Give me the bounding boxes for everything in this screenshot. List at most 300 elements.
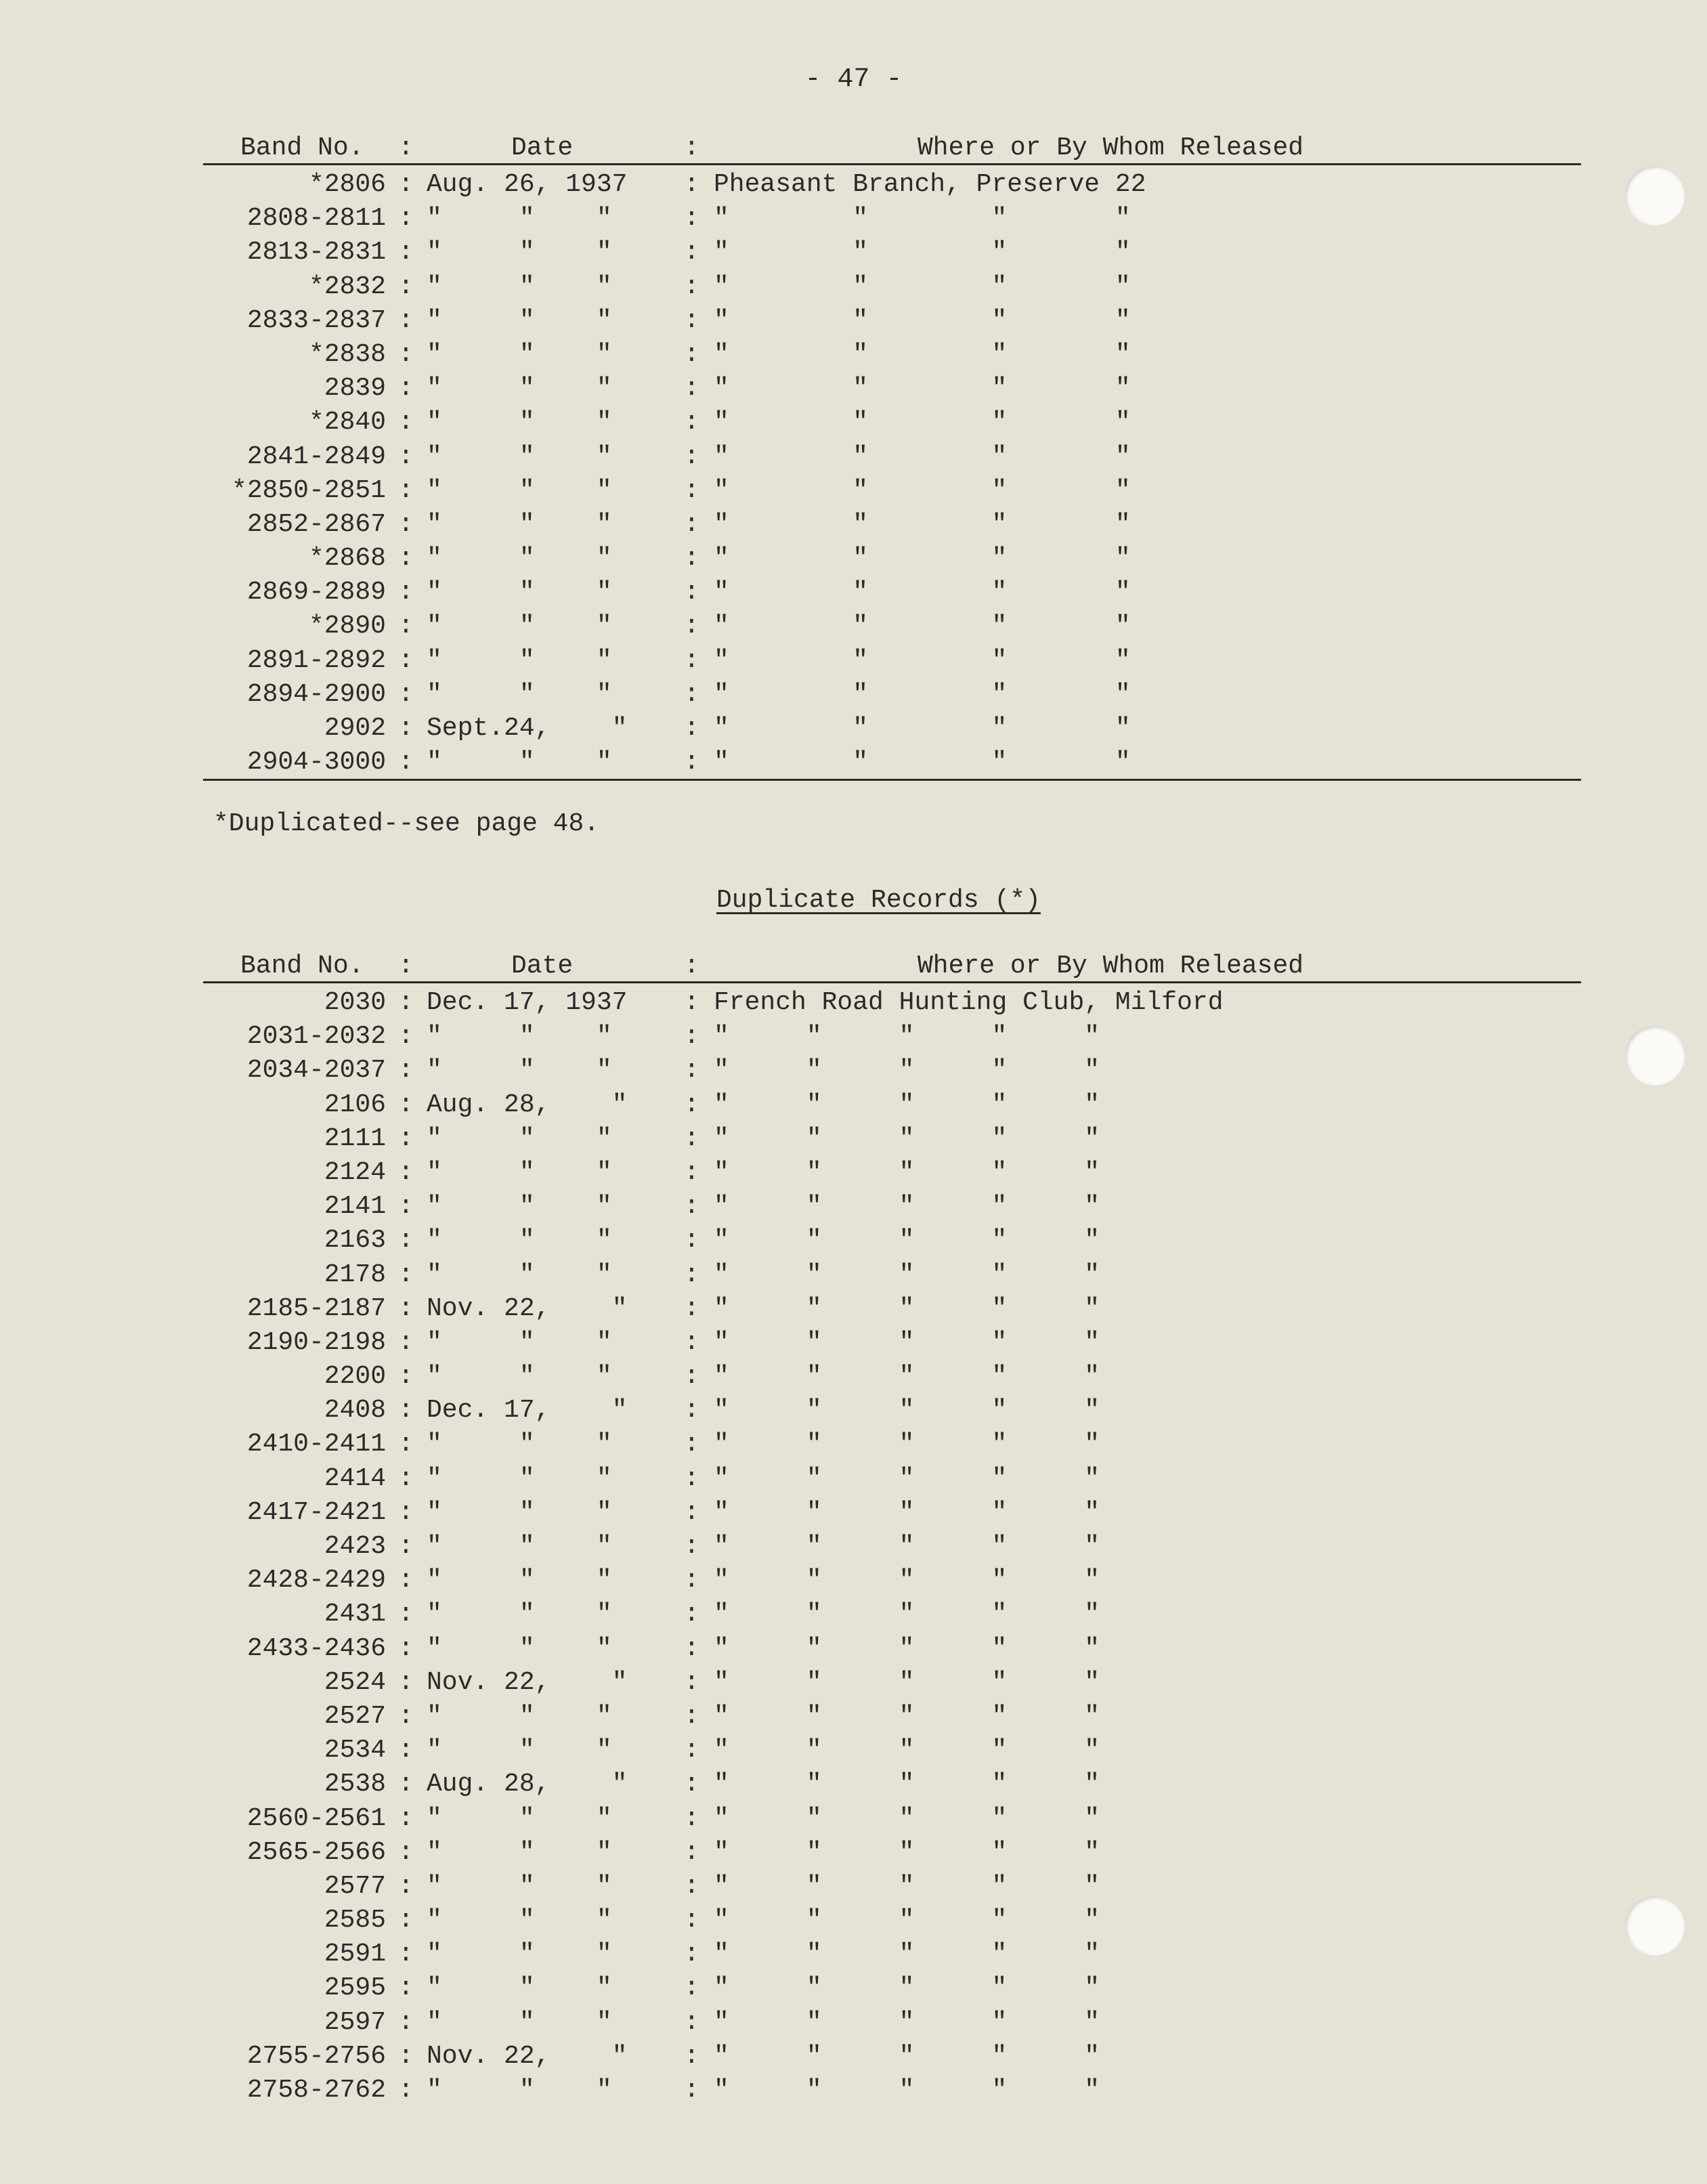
band-number: 2758-2762 [246, 2076, 386, 2105]
column-separator: : [398, 509, 414, 539]
table-row [203, 272, 1584, 306]
band-number: *2840 [308, 408, 386, 437]
release-location: " " " " " [714, 1940, 1100, 1969]
release-location: " " " " " [714, 2007, 1100, 2037]
column-separator: : [398, 2076, 414, 2105]
column-separator: : [684, 339, 699, 369]
column-separator: : [398, 578, 414, 607]
table-row [203, 476, 1584, 510]
band-number: 2904-3000 [246, 748, 386, 777]
column-separator: : [684, 475, 699, 505]
release-date: " " " [427, 374, 612, 404]
release-location: " " " " " [714, 2041, 1100, 2071]
release-date: " " " [427, 1497, 612, 1527]
column-separator: : [684, 1770, 699, 1799]
table-row [203, 1668, 1584, 1702]
column-separator: : [684, 2041, 699, 2071]
band-number: 2408 [324, 1396, 386, 1426]
band-number: 2538 [324, 1770, 386, 1799]
column-separator: : [398, 1226, 414, 1256]
band-number: 2595 [324, 1973, 386, 2003]
column-separator: : [684, 1327, 699, 1357]
band-number: 2034-2037 [246, 1056, 386, 1086]
release-location: " " " " " [714, 1327, 1100, 1357]
release-location: " " " " [714, 374, 1131, 404]
band-number: 2524 [324, 1667, 386, 1697]
column-separator: : [684, 1736, 699, 1765]
column-separator: : [398, 339, 414, 369]
column-separator: : [684, 1532, 699, 1561]
table-bottom-rule [203, 779, 1581, 781]
release-date: Sept.24, " [427, 714, 628, 743]
column-separator: : [398, 1497, 414, 1527]
release-date: " " " [427, 2007, 612, 2037]
band-number: 2410-2411 [246, 1430, 386, 1459]
column-separator: : [398, 1362, 414, 1392]
release-date: " " " [427, 1600, 612, 1629]
release-date: Nov. 22, " [427, 1293, 628, 1323]
release-location: " " " " " [714, 1736, 1100, 1765]
release-date: " " " [427, 1532, 612, 1561]
column-separator: : [398, 1837, 414, 1867]
band-number: 2902 [324, 714, 386, 743]
column-separator: : [398, 1260, 414, 1289]
column-separator: : [398, 714, 414, 743]
table-row [203, 2008, 1584, 2042]
band-number: 2839 [324, 374, 386, 404]
column-separator: : [684, 1497, 699, 1527]
release-date: " " " [427, 1260, 612, 1289]
release-location: French Road Hunting Club, Milford [714, 988, 1224, 1017]
table-row [203, 1430, 1584, 1463]
column-separator: : [684, 408, 699, 437]
release-location: " " " " [714, 714, 1131, 743]
table-row [203, 1498, 1584, 1532]
release-date: " " " [427, 578, 612, 607]
band-number: 2597 [324, 2007, 386, 2037]
band-number: 2527 [324, 1701, 386, 1731]
column-separator: : [684, 2007, 699, 2037]
band-number: *2890 [308, 612, 386, 641]
release-location: " " " " [714, 442, 1131, 471]
release-location: " " " " " [714, 1022, 1100, 1052]
column-separator: : [684, 374, 699, 404]
column-separator: : [684, 748, 699, 777]
table-row [203, 1566, 1584, 1600]
column-separator: : [684, 305, 699, 335]
column-separator: : [398, 1600, 414, 1629]
release-date: " " " [427, 1362, 612, 1392]
header-date: Date [511, 951, 574, 981]
band-number: 2185-2187 [246, 1293, 386, 1323]
column-separator: : [684, 1701, 699, 1731]
table-body [203, 988, 1584, 2110]
release-date: " " " [427, 1906, 612, 1935]
column-separator: : [684, 1837, 699, 1867]
column-separator: : [398, 1396, 414, 1426]
band-number: 2808-2811 [246, 204, 386, 234]
column-separator: : [398, 1871, 414, 1901]
band-number: *2832 [308, 272, 386, 301]
release-date: " " " [427, 645, 612, 675]
release-location: " " " " " [714, 1463, 1100, 1493]
band-number: *2806 [308, 170, 386, 199]
column-separator: : [398, 544, 414, 574]
release-location: " " " " [714, 272, 1131, 301]
table-row [203, 1973, 1584, 2007]
band-number: 2852-2867 [246, 509, 386, 539]
table-row [203, 1770, 1584, 1803]
release-date: " " " [427, 544, 612, 574]
column-separator: : [684, 578, 699, 607]
band-number: 2560-2561 [246, 1803, 386, 1833]
band-number: 2190-2198 [246, 1327, 386, 1357]
column-separator: : [398, 1701, 414, 1731]
release-date: " " " [427, 339, 612, 369]
column-separator: : [684, 1803, 699, 1833]
column-separator: : [398, 1157, 414, 1187]
release-location: " " " " [714, 475, 1131, 505]
release-date: " " " [427, 1192, 612, 1222]
release-date: " " " [427, 204, 612, 234]
column-separator: : [398, 442, 414, 471]
table-row [203, 340, 1584, 374]
table-row [203, 1838, 1584, 1872]
column-separator: : [398, 170, 414, 199]
column-separator: : [684, 2076, 699, 2105]
band-number: 2591 [324, 1940, 386, 1969]
column-separator: : [684, 1906, 699, 1935]
table-row [203, 1022, 1584, 1056]
band-number: 2030 [324, 988, 386, 1017]
release-location: " " " " " [714, 1497, 1100, 1527]
column-separator: : [684, 509, 699, 539]
release-location: " " " " [714, 509, 1131, 539]
table-row [203, 1226, 1584, 1260]
page-number: - 47 - [804, 64, 903, 95]
column-separator: : [684, 1293, 699, 1323]
release-date: " " " [427, 1973, 612, 2003]
column-separator: : [684, 238, 699, 267]
band-number: 2565-2566 [246, 1837, 386, 1867]
column-separator: : [684, 1157, 699, 1187]
release-location: " " " " [714, 612, 1131, 641]
column-separator: : [684, 1396, 699, 1426]
release-location: " " " " " [714, 1803, 1100, 1833]
release-date: " " " [427, 612, 612, 641]
release-date: " " " [427, 1736, 612, 1765]
footnote: *Duplicated--see page 48. [213, 809, 600, 838]
table-row [203, 1600, 1584, 1633]
release-location: " " " " " [714, 1293, 1100, 1323]
column-separator: : [398, 1973, 414, 2003]
binder-hole-middle [1625, 1026, 1685, 1086]
band-number: 2200 [324, 1362, 386, 1392]
release-location: " " " " " [714, 2076, 1100, 2105]
release-location: " " " " " [714, 1430, 1100, 1459]
column-separator: : [684, 1022, 699, 1052]
release-location: " " " " " [714, 1123, 1100, 1153]
table-row [203, 544, 1584, 578]
table-row [203, 1396, 1584, 1430]
release-date: " " " [427, 475, 612, 505]
column-separator: : [684, 442, 699, 471]
table-row [203, 1736, 1584, 1770]
table-row [203, 646, 1584, 680]
release-location: " " " " " [714, 1600, 1100, 1629]
release-date: " " " [427, 1226, 612, 1256]
band-number: 2417-2421 [246, 1497, 386, 1527]
table-row [203, 1464, 1584, 1498]
column-separator: : [684, 1600, 699, 1629]
column-separator: : [398, 1293, 414, 1323]
column-separator: : [684, 1260, 699, 1289]
table-row [203, 1328, 1584, 1362]
table-row [203, 238, 1584, 272]
band-number: *2868 [308, 544, 386, 574]
table-row [203, 1090, 1584, 1124]
release-location: " " " " [714, 748, 1131, 777]
header-rule [203, 163, 1581, 165]
column-separator: : [398, 1667, 414, 1697]
band-number: 2111 [324, 1123, 386, 1153]
band-number: 2585 [324, 1906, 386, 1935]
column-separator: : [684, 1940, 699, 1969]
column-separator: : [684, 1973, 699, 2003]
column-separator: : [684, 1566, 699, 1596]
table-body [203, 170, 1584, 781]
column-separator: : [398, 1906, 414, 1935]
column-separator: : [398, 748, 414, 777]
release-date: " " " [427, 1056, 612, 1086]
release-location: " " " " " [714, 1226, 1100, 1256]
band-number: *2838 [308, 339, 386, 369]
release-date: " " " [427, 679, 612, 709]
column-separator: : [398, 1056, 414, 1086]
column-separator: : [684, 1463, 699, 1493]
header-sep: : [684, 133, 699, 163]
column-separator: : [684, 544, 699, 574]
band-number: 2891-2892 [246, 645, 386, 675]
band-number: 2894-2900 [246, 679, 386, 709]
release-location: " " " " " [714, 1532, 1100, 1561]
release-date: " " " [427, 272, 612, 301]
column-separator: : [398, 679, 414, 709]
column-separator: : [684, 1056, 699, 1086]
release-date: " " " [427, 1871, 612, 1901]
band-number: 2577 [324, 1871, 386, 1901]
column-separator: : [398, 272, 414, 301]
release-location: " " " " [714, 645, 1131, 675]
release-date: " " " [427, 1803, 612, 1833]
release-date: " " " [427, 1157, 612, 1187]
band-number: 2178 [324, 1260, 386, 1289]
duplicate-records-table [203, 951, 1584, 2107]
table-row [203, 714, 1584, 748]
table-header [203, 951, 1584, 985]
release-date: " " " [427, 1701, 612, 1731]
table-row [203, 1260, 1584, 1294]
column-separator: : [398, 1327, 414, 1357]
table-row [203, 1906, 1584, 1940]
release-location: " " " " " [714, 1192, 1100, 1222]
table-row [203, 612, 1584, 645]
table-row [203, 170, 1584, 204]
column-separator: : [398, 1736, 414, 1765]
release-location: " " " " " [714, 1770, 1100, 1799]
table-row [203, 510, 1584, 544]
column-separator: : [398, 1532, 414, 1561]
column-separator: : [398, 1463, 414, 1493]
release-date: " " " [427, 748, 612, 777]
release-date: " " " [427, 238, 612, 267]
band-number: 2423 [324, 1532, 386, 1561]
column-separator: : [684, 1633, 699, 1663]
band-number: 2813-2831 [246, 238, 386, 267]
release-location: " " " " " [714, 1090, 1100, 1119]
release-location: " " " " " [714, 1362, 1100, 1392]
column-separator: : [684, 988, 699, 1017]
table-row [203, 1056, 1584, 1090]
release-date: " " " [427, 1566, 612, 1596]
column-separator: : [398, 1940, 414, 1969]
table-row [203, 1872, 1584, 1906]
release-date: Aug. 28, " [427, 1770, 628, 1799]
header-where: Where or By Whom Released [917, 133, 1304, 163]
table-row [203, 1634, 1584, 1668]
header-where: Where or By Whom Released [917, 951, 1304, 981]
column-separator: : [398, 475, 414, 505]
band-number: 2431 [324, 1600, 386, 1629]
band-number: 2833-2837 [246, 305, 386, 335]
release-location: " " " " " [714, 1566, 1100, 1596]
release-date: " " " [427, 1022, 612, 1052]
column-separator: : [398, 1192, 414, 1222]
table-row [203, 1702, 1584, 1736]
column-separator: : [684, 1226, 699, 1256]
release-date: " " " [427, 1940, 612, 1969]
column-separator: : [684, 679, 699, 709]
column-separator: : [684, 612, 699, 641]
column-separator: : [398, 1022, 414, 1052]
column-separator: : [684, 645, 699, 675]
column-separator: : [398, 305, 414, 335]
column-separator: : [398, 1090, 414, 1119]
release-location: " " " " [714, 305, 1131, 335]
table-row [203, 408, 1584, 442]
table-row [203, 442, 1584, 476]
release-location: " " " " " [714, 1633, 1100, 1663]
release-location: " " " " [714, 544, 1131, 574]
release-date: " " " [427, 1463, 612, 1493]
release-date: Aug. 26, 1937 [427, 170, 628, 199]
table-row [203, 988, 1584, 1022]
table-row [203, 1294, 1584, 1328]
table-row [203, 1158, 1584, 1192]
release-location: " " " " " [714, 1973, 1100, 2003]
band-number: 2534 [324, 1736, 386, 1765]
table-row [203, 374, 1584, 408]
release-date: Nov. 22, " [427, 1667, 628, 1697]
section-title: Duplicate Records (*) [716, 886, 1041, 915]
header-sep: : [684, 951, 699, 981]
band-number: 2841-2849 [246, 442, 386, 471]
release-location: Pheasant Branch, Preserve 22 [714, 170, 1146, 199]
table-row [203, 204, 1584, 238]
column-separator: : [398, 645, 414, 675]
table-row [203, 1532, 1584, 1566]
column-separator: : [398, 1633, 414, 1663]
band-number: 2433-2436 [246, 1633, 386, 1663]
column-separator: : [684, 170, 699, 199]
header-band: Band No. [240, 133, 364, 163]
header-band: Band No. [240, 951, 364, 981]
release-date: " " " [427, 1837, 612, 1867]
release-location: " " " " " [714, 1056, 1100, 1086]
table-row [203, 1192, 1584, 1226]
table-row [203, 306, 1584, 340]
band-number: 2428-2429 [246, 1566, 386, 1596]
release-location: " " " " [714, 339, 1131, 369]
band-number: 2755-2756 [246, 2041, 386, 2071]
band-number: 2869-2889 [246, 578, 386, 607]
release-date: " " " [427, 1327, 612, 1357]
column-separator: : [398, 374, 414, 404]
table-header [203, 133, 1584, 167]
band-number: 2163 [324, 1226, 386, 1256]
release-date: " " " [427, 2076, 612, 2105]
table-row [203, 748, 1584, 781]
release-location: " " " " " [714, 1837, 1100, 1867]
release-date: " " " [427, 1430, 612, 1459]
release-date: Dec. 17, " [427, 1396, 628, 1426]
column-separator: : [684, 1871, 699, 1901]
table-row [203, 1940, 1584, 1973]
column-separator: : [684, 272, 699, 301]
release-location: " " " " [714, 238, 1131, 267]
table-row [203, 2042, 1584, 2076]
column-separator: : [398, 1770, 414, 1799]
release-location: " " " " " [714, 1906, 1100, 1935]
band-number: 2124 [324, 1157, 386, 1187]
column-separator: : [398, 1566, 414, 1596]
release-location: " " " " " [714, 1260, 1100, 1289]
column-separator: : [398, 1803, 414, 1833]
release-date: " " " [427, 408, 612, 437]
column-separator: : [684, 714, 699, 743]
column-separator: : [398, 612, 414, 641]
column-separator: : [684, 1430, 699, 1459]
column-separator: : [684, 204, 699, 234]
release-location: " " " " " [714, 1667, 1100, 1697]
header-sep: : [398, 133, 414, 163]
column-separator: : [398, 1123, 414, 1153]
column-separator: : [398, 408, 414, 437]
header-date: Date [511, 133, 574, 163]
column-separator: : [398, 238, 414, 267]
table-row [203, 1362, 1584, 1396]
band-number: 2031-2032 [246, 1022, 386, 1052]
release-table [203, 133, 1584, 779]
release-location: " " " " [714, 578, 1131, 607]
band-number: *2850-2851 [231, 475, 386, 505]
column-separator: : [398, 2007, 414, 2037]
column-separator: : [398, 204, 414, 234]
column-separator: : [684, 1090, 699, 1119]
release-location: " " " " " [714, 1396, 1100, 1426]
column-separator: : [684, 1123, 699, 1153]
release-location: " " " " " [714, 1701, 1100, 1731]
